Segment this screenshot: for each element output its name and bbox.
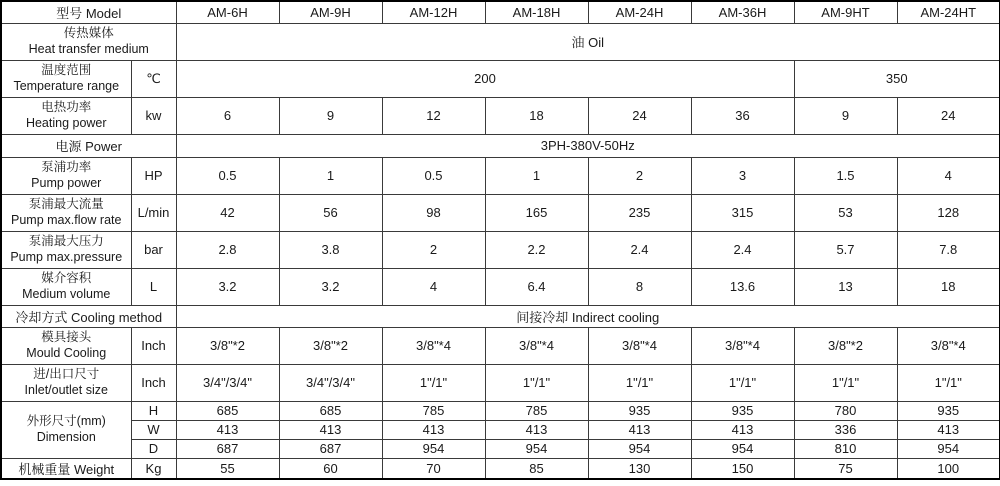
flow-rate-cell: 56: [279, 194, 382, 231]
row-label-flow-rate-zh: 泵浦最大流量: [28, 197, 104, 211]
medium-value-cell: 油 Oil: [176, 23, 1000, 60]
dimension-h-cell: 685: [279, 401, 382, 420]
volume-cell: 3.2: [279, 268, 382, 305]
weight-cell: 150: [691, 458, 794, 479]
model-header-cell: AM-18H: [485, 1, 588, 23]
row-label-weight: 机械重量 Weight: [1, 458, 131, 479]
row-pump-power: [1, 157, 1000, 194]
row-label-temperature: [1, 60, 131, 97]
row-label-pump-power-en: Pump power: [31, 175, 102, 190]
dimension-w-cell: 413: [897, 420, 1000, 439]
unit-cell-volume: L: [131, 268, 176, 305]
unit-cell-flow-rate: L/min: [131, 194, 176, 231]
row-label-volume-en: Medium volume: [22, 286, 111, 301]
inlet-outlet-cell: 1"/1": [794, 364, 897, 401]
dimension-h-cell: 935: [691, 401, 794, 420]
inlet-outlet-cell: 1"/1": [485, 364, 588, 401]
flow-rate-cell: 315: [691, 194, 794, 231]
mould-cooling-cell: 3/8"*4: [588, 327, 691, 364]
unit-cell-mould-cooling: Inch: [131, 327, 176, 364]
pressure-cell: 2.8: [176, 231, 279, 268]
heating-power-cell: 24: [588, 97, 691, 134]
row-dimension-d: [1, 439, 1000, 458]
pump-power-cell: 4: [897, 157, 1000, 194]
dimension-h-cell: 785: [485, 401, 588, 420]
unit-cell-inlet-outlet: Inch: [131, 364, 176, 401]
cooling-method-value-cell: 间接冷却 Indirect cooling: [176, 305, 1000, 327]
volume-cell: 13.6: [691, 268, 794, 305]
mould-cooling-cell: 3/8"*2: [176, 327, 279, 364]
row-label-medium-zh: 传热媒体: [63, 26, 114, 40]
volume-cell: 8: [588, 268, 691, 305]
row-label-medium: [1, 23, 176, 60]
row-temperature-range: [1, 60, 1000, 97]
weight-cell: 55: [176, 458, 279, 479]
volume-cell: 18: [897, 268, 1000, 305]
row-dimension-w: [1, 420, 1000, 439]
pump-power-cell: 0.5: [382, 157, 485, 194]
row-label-inlet-outlet-en: Inlet/outlet size: [24, 382, 108, 397]
weight-cell: 75: [794, 458, 897, 479]
model-header-cell: AM-24HT: [897, 1, 1000, 23]
row-cooling-method: [1, 305, 1000, 327]
dimension-w-cell: 413: [588, 420, 691, 439]
row-label-mould-cooling: [1, 327, 131, 364]
row-label-cooling-method: 冷却方式 Cooling method: [1, 305, 176, 327]
weight-cell: 70: [382, 458, 485, 479]
mould-cooling-cell: 3/8"*2: [279, 327, 382, 364]
mould-cooling-cell: 3/8"*2: [794, 327, 897, 364]
heating-power-cell: 6: [176, 97, 279, 134]
heating-power-cell: 24: [897, 97, 1000, 134]
flow-rate-cell: 165: [485, 194, 588, 231]
row-power-supply: [1, 134, 1000, 157]
heating-power-cell: 12: [382, 97, 485, 134]
inlet-outlet-cell: 3/4"/3/4": [176, 364, 279, 401]
dimension-d-cell: 954: [588, 439, 691, 458]
pump-power-cell: 3: [691, 157, 794, 194]
dimension-w-cell: 413: [279, 420, 382, 439]
model-header-cell: AM-6H: [176, 1, 279, 23]
volume-cell: 4: [382, 268, 485, 305]
flow-rate-cell: 98: [382, 194, 485, 231]
volume-cell: 13: [794, 268, 897, 305]
unit-cell-pump-power: HP: [131, 157, 176, 194]
weight-cell: 60: [279, 458, 382, 479]
inlet-outlet-cell: 3/4"/3/4": [279, 364, 382, 401]
inlet-outlet-cell: 1"/1": [691, 364, 794, 401]
row-pump-flow-rate: [1, 194, 1000, 231]
dimension-d-cell: 954: [485, 439, 588, 458]
row-label-inlet-outlet: [1, 364, 131, 401]
heating-power-cell: 18: [485, 97, 588, 134]
flow-rate-cell: 53: [794, 194, 897, 231]
row-label-pressure-zh: 泵浦最大压力: [28, 234, 104, 248]
row-label-heating-power-en: Heating power: [25, 115, 107, 130]
row-label-mould-cooling-zh: 模具接头: [41, 330, 92, 344]
pump-power-cell: 0.5: [176, 157, 279, 194]
row-label-heating-power: [1, 97, 131, 134]
row-label-dimension: [1, 401, 131, 458]
dimension-w-cell: 336: [794, 420, 897, 439]
heating-power-cell: 9: [279, 97, 382, 134]
weight-cell: 85: [485, 458, 588, 479]
pressure-cell: 3.8: [279, 231, 382, 268]
dimension-d-cell: 954: [382, 439, 485, 458]
inlet-outlet-cell: 1"/1": [588, 364, 691, 401]
temperature-high-cell: 350: [794, 60, 1000, 97]
unit-cell-temperature: ℃: [131, 60, 176, 97]
model-header-cell: AM-36H: [691, 1, 794, 23]
pump-power-cell: 1: [279, 157, 382, 194]
row-mould-cooling: [1, 327, 1000, 364]
row-label-temperature-en: Temperature range: [13, 78, 120, 93]
flow-rate-cell: 42: [176, 194, 279, 231]
flow-rate-cell: 235: [588, 194, 691, 231]
mould-cooling-cell: 3/8"*4: [382, 327, 485, 364]
pump-power-cell: 1.5: [794, 157, 897, 194]
unit-cell-dimension-h: H: [131, 401, 176, 420]
row-dimension-h: [1, 401, 1000, 420]
corner-label-model: 型号 Model: [1, 1, 176, 23]
row-label-power-supply: 电源 Power: [1, 134, 176, 157]
model-header-cell: AM-9HT: [794, 1, 897, 23]
unit-cell-weight: Kg: [131, 458, 176, 479]
unit-cell-dimension-w: W: [131, 420, 176, 439]
dimension-d-cell: 687: [176, 439, 279, 458]
row-label-medium-en: Heat transfer medium: [28, 41, 149, 56]
row-label-pump-power-zh: 泵浦功率: [41, 160, 92, 174]
pressure-cell: 2.4: [588, 231, 691, 268]
row-label-pressure-en: Pump max.pressure: [10, 249, 123, 264]
row-label-volume-zh: 媒介容积: [41, 271, 92, 285]
dimension-w-cell: 413: [176, 420, 279, 439]
pressure-cell: 2.4: [691, 231, 794, 268]
model-header-cell: AM-9H: [279, 1, 382, 23]
unit-cell-dimension-d: D: [131, 439, 176, 458]
dimension-h-cell: 780: [794, 401, 897, 420]
dimension-w-cell: 413: [382, 420, 485, 439]
row-label-dimension-zh: 外形尺寸(mm): [26, 414, 106, 428]
volume-cell: 3.2: [176, 268, 279, 305]
weight-cell: 130: [588, 458, 691, 479]
dimension-w-cell: 413: [485, 420, 588, 439]
power-supply-value-cell: 3PH-380V-50Hz: [176, 134, 1000, 157]
unit-cell-heating-power: kw: [131, 97, 176, 134]
row-model: [1, 1, 1000, 23]
dimension-h-cell: 935: [897, 401, 1000, 420]
unit-cell-pressure: bar: [131, 231, 176, 268]
pressure-cell: 2.2: [485, 231, 588, 268]
dimension-h-cell: 685: [176, 401, 279, 420]
row-label-temperature-zh: 温度范围: [41, 63, 92, 77]
row-inlet-outlet: [1, 364, 1000, 401]
row-heating-power: [1, 97, 1000, 134]
row-label-pressure: [1, 231, 131, 268]
row-label-dimension-en: Dimension: [36, 429, 96, 444]
model-header-cell: AM-12H: [382, 1, 485, 23]
pressure-cell: 5.7: [794, 231, 897, 268]
dimension-h-cell: 785: [382, 401, 485, 420]
row-label-flow-rate: [1, 194, 131, 231]
row-label-flow-rate-en: Pump max.flow rate: [11, 212, 122, 227]
row-pump-pressure: [1, 231, 1000, 268]
row-label-heating-power-zh: 电热功率: [41, 100, 92, 114]
dimension-w-cell: 413: [691, 420, 794, 439]
mould-cooling-cell: 3/8"*4: [485, 327, 588, 364]
mould-cooling-cell: 3/8"*4: [691, 327, 794, 364]
row-label-pump-power: [1, 157, 131, 194]
row-label-volume: [1, 268, 131, 305]
row-weight: [1, 458, 1000, 479]
dimension-d-cell: 954: [897, 439, 1000, 458]
model-header-cell: AM-24H: [588, 1, 691, 23]
dimension-d-cell: 687: [279, 439, 382, 458]
mould-cooling-cell: 3/8"*4: [897, 327, 1000, 364]
heating-power-cell: 9: [794, 97, 897, 134]
dimension-h-cell: 935: [588, 401, 691, 420]
row-medium-volume: [1, 268, 1000, 305]
weight-cell: 100: [897, 458, 1000, 479]
inlet-outlet-cell: 1"/1": [382, 364, 485, 401]
pressure-cell: 7.8: [897, 231, 1000, 268]
pump-power-cell: 1: [485, 157, 588, 194]
flow-rate-cell: 128: [897, 194, 1000, 231]
row-label-inlet-outlet-zh: 进/出口尺寸: [33, 367, 100, 381]
temperature-low-cell: 200: [176, 60, 794, 97]
row-heat-transfer-medium: [1, 23, 1000, 60]
heating-power-cell: 36: [691, 97, 794, 134]
volume-cell: 6.4: [485, 268, 588, 305]
pump-power-cell: 2: [588, 157, 691, 194]
dimension-d-cell: 810: [794, 439, 897, 458]
dimension-d-cell: 954: [691, 439, 794, 458]
pressure-cell: 2: [382, 231, 485, 268]
row-label-mould-cooling-en: Mould Cooling: [26, 345, 107, 360]
inlet-outlet-cell: 1"/1": [897, 364, 1000, 401]
